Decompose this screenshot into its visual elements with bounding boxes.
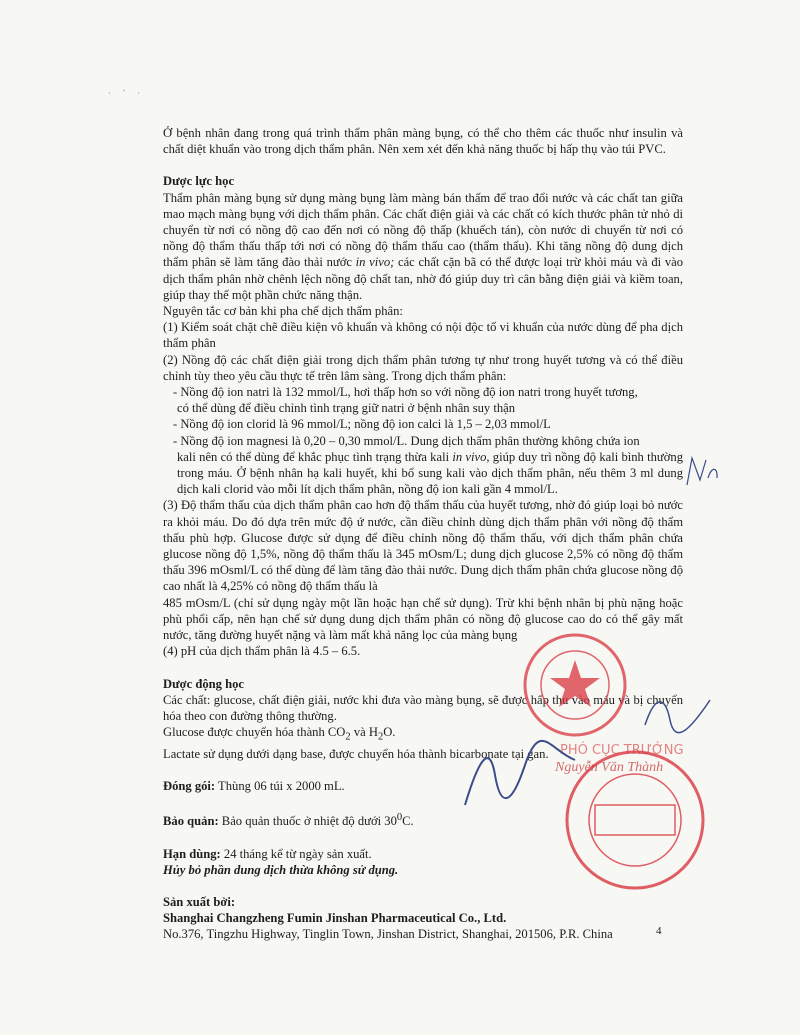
signature-role: PHÓ CỤC TRƯỞNG xyxy=(560,743,684,758)
discard-note: Hủy bỏ phần dung dịch thừa không sử dụng. xyxy=(163,862,399,877)
manufacturer-name: Shanghai Changzheng Fumin Jinshan Pharmaceutical Co., Ltd. xyxy=(163,911,507,926)
intro-paragraph: Ở bệnh nhân đang trong quá trình thẩm phân màng bụng, có thể cho thêm các thuốc như insulin và chất diệt khuẩn vào trong dịch thẩm phân. Nên xem xét đến khả năng thuốc bị hấp thụ vào túi PVC. xyxy=(163,126,683,157)
initials-mark xyxy=(682,450,722,490)
pharmacokinetics-line-3: Lactate sử dụng dưới dạng base, được chuyển hóa thành bicarbonate tại gan. xyxy=(163,746,549,761)
bullet-chloride: - Nồng độ ion clorid là 96 mmol/L; nồng độ ion calci là 1,5 – 2,03 mmol/L xyxy=(173,417,551,432)
manufacturer-address: No.376, Tingzhu Highway, Tinglin Town, Jinshan District, Shanghai, 201506, P.R. China xyxy=(163,927,613,942)
pharmacokinetics-heading: Dược động học xyxy=(163,676,245,691)
pharmacokinetics-line-2: Glucose được chuyển hóa thành $CO_2$ và $H_2O$. xyxy=(163,725,396,743)
company-stamp xyxy=(560,745,710,895)
manufacturer-label: Sản xuất bởi: xyxy=(163,895,236,910)
pharmacodynamics-heading: Dược lực học xyxy=(163,174,235,189)
bullet-sodium: - Nồng độ ion natri là 132 mmol/L, hơi thấp hơn so với nồng độ ion natri trong huyết tương, xyxy=(173,385,638,400)
principle-3: (3) Độ thẩm thấu của dịch thẩm phân cao hơn độ thẩm thấu của huyết tương, nhờ đó giúp loại bỏ nước ra khỏi máu. Do đó dựa trên mức độ ứ nước, cần điều chỉnh dùng dịch thẩm phân với nồng độ thẩm thấu phù hợp. Glucose được sử dụng để điều chỉnh nồng độ thẩm thấu, với dịch thẩm phân chứa glucose nồng độ 1,5%, nồng độ thẩm thấu là 345 mOsm/L; dung dịch glucose 2,5% có nồng độ thẩm thấu 396 mOsml/L có thể dùng để làm tăng đào thải nước. Dung dịch thẩm phân chứa glucose nồng độ cao nhất là 4,25% có nồng độ thẩm thấu là xyxy=(163,498,683,594)
ministry-seal xyxy=(520,630,630,740)
bullet-sodium-cont: có thể dùng để điều chỉnh tình trạng giữ natri ở bệnh nhân suy thận xyxy=(177,401,516,416)
bullet-magnesium: - Nồng độ ion magnesi là 0,20 – 0,30 mmol/L. Dung dịch thẩm phân thường không chứa ion xyxy=(173,433,640,448)
bullet-magnesium-cont: kali nên có thể dùng để khắc phục tình trạng thừa kali in vivo, giúp duy trì nồng độ kali bình thường trong máu. Ở bệnh nhân hạ kali huyết, khi bổ sung kali vào dịch thẩm phân, nếu thêm 3 ml dung dịch kali clorid vào mỗi lít dịch thẩm phân, nồng độ ion kali gần 4 mmol/L. xyxy=(177,449,683,497)
pharmacodynamics-paragraph: Thẩm phân màng bụng sử dụng màng bụng làm màng bán thấm để trao đổi nước và các chất tan giữa mao mạch màng bụng với dịch thẩm phân. Các chất điện giải và các chất có kích thước phân tử nhỏ di chuyển từ nơi có nồng độ cao đến nơi có nồng độ thấp (khuếch tán), còn nước di chuyển từ nơi có nồng độ thẩm thấu thấp tới nơi có nồng độ thẩm thấu cao (thẩm thấu). Khi tăng nồng độ dung dịch thẩm phân sẽ làm tăng đào thải nước in vivo; các chất cặn bã có thể được loại trừ khỏi máu và đi vào dịch thẩm phân nhờ chênh lệch nồng độ chất tan, nhờ đó giúp duy trì cân bằng điện giải và kiềm toan, giúp thay thế một phần chức năng thận. xyxy=(163,190,683,302)
signature-scribble xyxy=(640,690,715,735)
principles-intro: Nguyên tắc cơ bản khi pha chế dịch thẩm phân: xyxy=(163,304,403,319)
top-mark: · ' · xyxy=(108,88,146,98)
shelf-life-line: Hạn dùng: 24 tháng kể từ ngày sản xuất. xyxy=(163,846,372,861)
principle-2: (2) Nồng độ các chất điện giải trong dịch thẩm phân tương tự như trong huyết tương và có thể điều chỉnh tùy theo yêu cầu thực tế trên lâm sàng. Trong dịch thẩm phân: xyxy=(163,352,683,383)
storage-line: Bảo quản: Bảo quản thuốc ở nhiệt độ dưới $30^0C$. xyxy=(163,812,414,829)
principle-4: (4) pH của dịch thẩm phân là 4.5 – 6.5. xyxy=(163,644,361,659)
packaging-line: Đóng gói: Thùng 06 túi x 2000 mL. xyxy=(163,779,345,794)
principle-3-cont: 485 mOsm/L (chỉ sử dụng ngày một lần hoặc hạn chế sử dụng). Trừ khi bệnh nhân bị phù nặng hoặc phù phổi cấp, nên hạn chế sử dụng dung dịch thẩm phân có nồng độ glucose cao do có thể gây mất nước, tăng đường huyết nặng và làm mất khả năng lọc của màng bụng xyxy=(163,595,683,643)
pharmacokinetics-line-1: Các chất: glucose, chất điện giải, nước khi đưa vào màng bụng, sẽ được hấp thu vào máu và bị chuyển hóa theo con đường thông thường. xyxy=(163,692,683,723)
signature-name: Nguyễn Văn Thành xyxy=(555,760,664,775)
principle-1: (1) Kiểm soát chặt chẽ điều kiện vô khuẩn và không có nội độc tố vi khuẩn của nước dùng để pha dịch thẩm phân xyxy=(163,320,683,351)
page-number: 4 xyxy=(656,925,662,937)
